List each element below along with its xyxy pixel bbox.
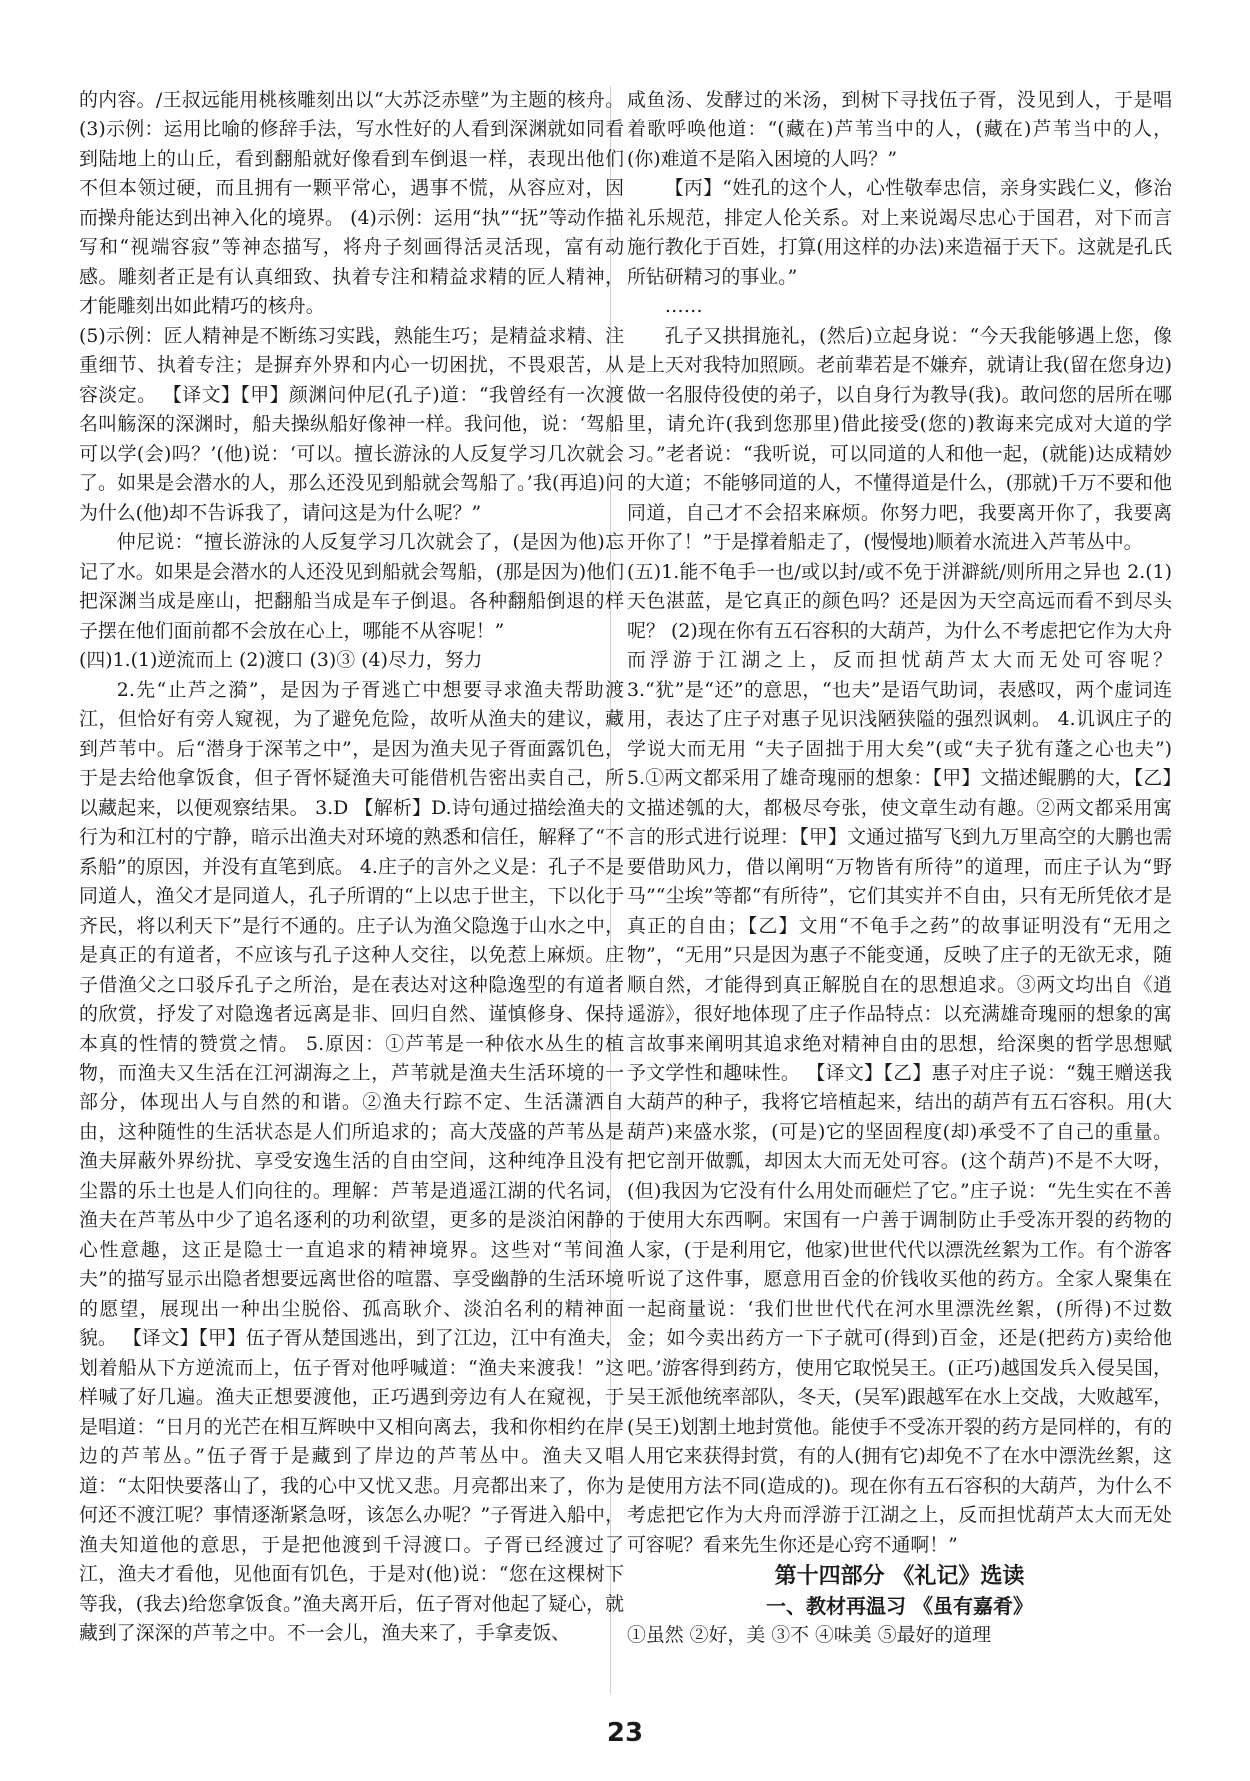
paragraph: 仲尼说：“擅长游泳的人反复学习几次就会了，(是因为他)忘记了水。如果是会潜水的人还没见到船就会驾船，(那是因为)他们把深渊当成是座山，把翻船当成是车子倒退。各种翻船倒退的样子摆在他们面前都不会放在心上，哪能不从容呢！”	[79, 531, 624, 642]
paragraph: 【丙】“姓孔的这个人，心性敬奉忠信，亲身实践仁义，修治礼乐规范，排定人伦关系。对上来说竭尽忠心于国君，对下而言施行教化于百姓，打算(用这样的办法)来造福于天下。这就是孔氏所钻研精习的事业。”	[627, 177, 1172, 288]
section-title: 第十四部分 《礼记》选读	[774, 1563, 1025, 1590]
paragraph: 的内容。/王叔远能用桃核雕刻出以“大苏泛赤壁”为主题的核舟。 (3)示例：运用比喻的修辞手法，写水性好的人看到深渊就如同看到陆地上的山丘，看到翻船就好像看到车倒退一样，表现出他们不但本领过硬，而且拥有一颗平常心，遇事不慌，从容应对，因而操舟能达到出神入化的境界。 (4)示例：运用“执”“抚”等动作描写和“视端容寂”等神态描写，将舟子刻画得活灵活现，富有动感。雕刻者正是有认真细致、执着专注和精益求精的匠人精神，才能雕刻出如此精巧的核舟。	[79, 89, 624, 318]
left-column	[79, 86, 624, 1649]
page-number: 23	[606, 1718, 644, 1748]
answer-line: (四)1.(1)逆流而上 (2)渡口 (3)③ (4)尽力，努力	[79, 649, 483, 672]
right-column	[627, 86, 1172, 1651]
paragraph: 孔子又拱揖施礼，(然后)立起身说：“今天我能够遇上您，像是上天对我特加照顾。老前辈若是不嫌弃，就请让我(留在您身边)做一名服侍役使的弟子，以自身行为教导(我)。敢问您的居所在哪里，请允许(我到您那里)借此接受(您的)教诲来完成对大道的学习。”老者说：“我听说，可以同道的人和他一起，(就能)达成精妙的大道；不能够同道的人，不懂得道是什么，(那就)千万不要和他同道，自己才不会招来麻烦。你努力吧，我要离开你了，我要离开你了！”于是撑着船走了，(慢慢地)顺着水流进入芦苇丛中。	[627, 324, 1172, 554]
paragraph: (五)1.能不龟手一也/或以封/或不免于洴澼絖/则所用之异也 2.(1)天色湛蓝，是它真正的颜色吗？还是因为天空高远而看不到尽头呢？ (2)现在你有五石容积的大葫芦，为什么不考虑把它作为大舟而浮游于江湖之上，反而担忧葫芦太大而无处可容呢？ 3.“犹”是“还”的意思，“也夫”是语气助词，表感叹，两个虚词连用，表达了庄子对惠子见识浅陋狭隘的强烈讽刺。 4.讥讽庄子的学说大而无用 “夫子固拙于用大矣”(或“夫子犹有蓬之心也夫”) 5.①两文都采用了雄奇瑰丽的想象：【甲】文描述鲲鹏的大，【乙】文描述瓠的大，都极尽夸张，使文章生动有趣。②两文都采用寓言的形式进行说理：【甲】文通过描写飞到九万里高空的大鹏也需要借助风力，借以阐明“万物皆有所待”的道理，而庄子认为“野马”“尘埃”等都“有所待”，它们其实并不自由，只有无所凭依才是真正的自由；【乙】文用“不龟手之药”的故事证明没有“无用之物”，“无用”只是因为惠子不能变通，反映了庄子的无欲无求，随顺自然，才能得到真正解脱自在的思想追求。③两文均出自《逍遥游》，很好地体现了庄子作品特点：以充满雄奇瑰丽的想象的寓言故事来阐明其追求绝对精神自由的思想，给深奥的哲学思想赋予文学性和趣味性。 【译文】【乙】惠子对庄子说：“魏王赠送我大葫芦的种子，我将它培植起来，结出的葫芦有五石容积。用(大葫芦)来盛水浆，(可是)它的坚固程度(却)承受不了自己的重量。把它剖开做瓢，却因太大而无处可容。(这个葫芦)不是不大呀，(但)我因为它没有什么用处而砸烂了它。”庄子说：“先生实在不善于使用大东西啊。宋国有一户善于调制防止手受冻开裂的药物的人家，(于是利用它，他家)世世代代以漂洗丝絮为工作。有个游客听说了这件事，愿意用百金的价钱收买他的药方。全家人聚集在一起商量说：‘我们世世代代在河水里漂洗丝絮，(所得)不过数金；如今卖出药方一下子就可(得到)百金，还是(把药方)卖给他吧。’游客得到药方，使用它取悦吴王。(正巧)越国发兵入侵吴国，吴王派他统率部队，冬天，(吴军)跟越军在水上交战，大败越军，(吴王)划割土地封赏他。能使手不受冻开裂的药方是同样的，有的人用它来获得封赏，有的人(拥有它)却免不了在水中漂洗丝絮，这是使用方法不同(造成的)。现在你有五石容积的大葫芦，为什么不考虑把它作为大舟而浮游于江湖之上，反而担忧葫芦太大而无处可容呢？看来先生你还是心窍不通啊！”	[627, 560, 1172, 1556]
paragraph: 2.先“止芦之漪”，是因为子胥逃亡中想要寻求渔夫帮助渡江，但恰好有旁人窥视，为了避免危险，故听从渔夫的建议，藏到芦苇中。后“潜身于深苇之中”，是因为渔夫见子胥面露饥色，于是去给他拿饭食，但子胥怀疑渔夫可能借机告密出卖自己，所以藏起来，以便观察结果。 3.D 【解析】D.诗句通过描绘渔夫的行为和江村的宁静，暗示出渔夫对环境的熟悉和信任，解释了“不系船”的原因，并没有直笔到底。 4.庄子的言外之义是：孔子不是同道人，渔父才是同道人，孔子所谓的“上以忠于世主，下以化于齐民，将以利天下”是行不通的。庄子认为渔父隐逸于山水之中，是真正的有道者，不应该与孔子这种人交往，以免惹上麻烦。庄子借渔父之口驳斥孔子之所治，是在表达对这种隐逸型的有道者的欣赏，抒发了对隐逸者远离是非、回归自然、谨慎修身、保持本真的性情的赞赏之情。 5.原因：①芦苇是一种依水丛生的植物，而渔夫又生活在江河湖海之上，芦苇就是渔夫生活环境的一部分，体现出人与自然的和谐。②渔夫行踪不定、生活潇洒自由，这种随性的生活状态是人们所追求的；高大茂盛的芦苇丛是渔夫屏蔽外界纷扰、享受安逸生活的自由空间，这种纯净且没有尘嚣的乐土也是人们向往的。理解：芦苇是逍遥江湖的代名词，渔夫在芦苇丛中少了追名逐利的功利欲望，更多的是淡泊闲静的心性意趣，这正是隐士一直追求的精神境界。这些对“苇间渔夫”的描写显示出隐者想要远离世俗的喧嚣、享受幽静的生活环境的愿望，展现出一种出尘脱俗、孤高耿介、淡泊名利的精神面貌。 【译文】【甲】伍子胥从楚国逃出，到了江边，江中有渔夫，划着船从下方逆流而上，伍子胥对他呼喊道：“渔夫来渡我！”这样喊了好几遍。渔夫正想要渡他，正巧遇到旁边有人在窥视，于是唱道：“日月的光芒在相互辉映中又相向离去，我和你相约在岸边的芦苇丛。”伍子胥于是藏到了岸边的芦苇丛中。渔夫又唱道：“太阳快要落山了，我的心中又忧又悲。月亮都出来了，你为何还不渡江呢？事情逐渐紧急呀，该怎么办呢？”子胥进入船中，渔夫知道他的意思，于是把他渡到千浔渡口。子胥已经渡过了江，渔夫才看他，见他面有饥色，于是对(他)说：“您在这棵树下等我，(我去)给您拿饭食。”渔夫离开后，伍子胥对他起了疑心，就藏到了深深的芦苇之中。不一会儿，渔夫来了，手拿麦饭、	[79, 678, 624, 1645]
answer-line: ①虽然 ②好，美 ③不 ④味美 ⑤最好的道理	[627, 1624, 992, 1647]
paragraph: 咸鱼汤、发酵过的米汤，到树下寻找伍子胥，没见到人，于是唱着歌呼唤他道：“(藏在)芦苇当中的人，(藏在)芦苇当中的人，(你)难道不是陷入困境的人吗？”	[627, 89, 1172, 170]
subsection-title: 一、教材再温习 《虽有嘉肴》	[766, 1593, 1033, 1618]
paragraph: (5)示例：匠人精神是不断练习实践，熟能生巧；是精益求精、注重细节、执着专注；是摒弃外界和内心一切困扰，不畏艰苦，从容淡定。 【译文】【甲】颜渊问仲尼(孔子)道：“我曾经有一次渡名叫觞深的深渊时，船夫操纵船好像神一样。我问他，说：‘驾船可以学(会)吗？’(他)说：‘可以。擅长游泳的人反复学习几次就会了。如果是会潜水的人，那么还没见到船就会驾船了。’我(再追)问为什么(他)却不告诉我了，请问这是为什么呢？”	[79, 324, 624, 524]
ellipsis: ……	[664, 295, 703, 318]
